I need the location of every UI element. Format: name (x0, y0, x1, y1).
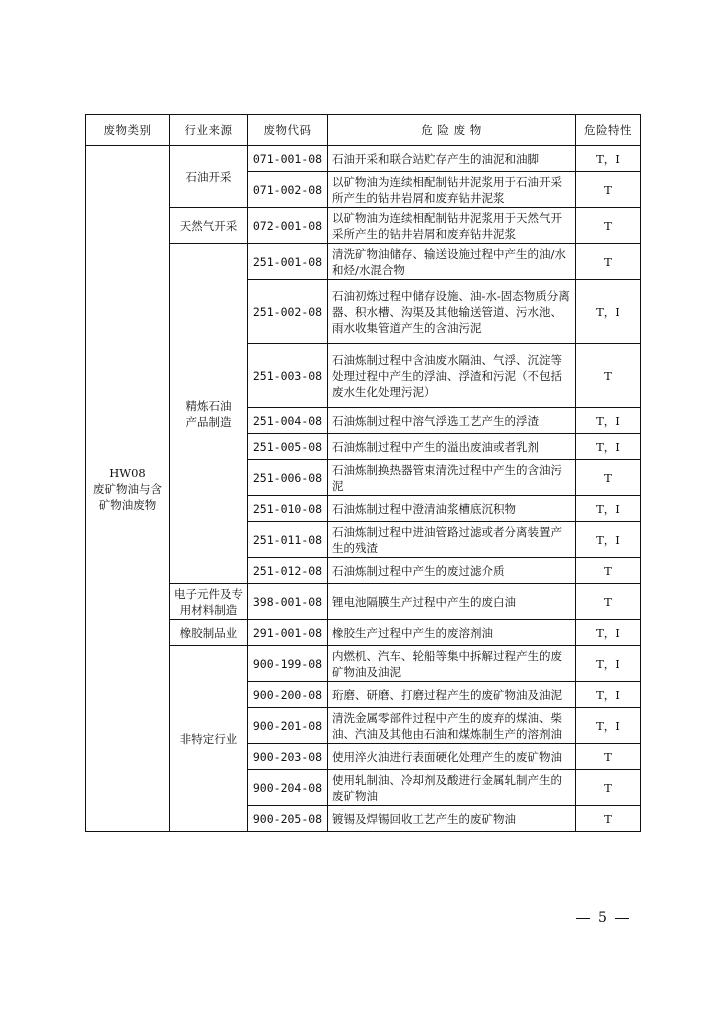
waste-description-cell: 清洗金属零部件过程中产生的废弃的煤油、柴油、汽油及其他由石油和煤炼制生产的溶剂油 (328, 708, 576, 744)
table-row (86, 208, 641, 244)
industry-source-cell: 橡胶制品业 (170, 620, 248, 646)
industry-source-cell: 非特定行业 (170, 646, 248, 832)
waste-description-cell: 镀锡及焊锡回收工艺产生的废矿物油 (328, 806, 576, 832)
hazard-property-cell: T (576, 806, 641, 832)
waste-description-cell: 石油炼制过程中产生的溢出废油或者乳剂 (328, 434, 576, 460)
hazard-property-cell: T，I (576, 682, 641, 708)
hazard-property-cell: T (576, 172, 641, 208)
waste-code-cell: 398-001-08 (248, 584, 328, 620)
waste-code-cell: 251-011-08 (248, 522, 328, 558)
waste-description-cell: 石油开采和联合站贮存产生的油泥和油脚 (328, 146, 576, 172)
waste-code-cell: 251-010-08 (248, 496, 328, 522)
waste-code-cell: 291-001-08 (248, 620, 328, 646)
page-number-dash-left (576, 918, 590, 919)
hazard-property-cell: T，I (576, 408, 641, 434)
waste-code-cell: 072-001-08 (248, 208, 328, 244)
page-number: 5 (598, 910, 607, 926)
table-row (86, 620, 641, 646)
hazard-property-cell: T (576, 770, 641, 806)
header-source: 行业来源 (170, 115, 248, 146)
table-row (86, 646, 641, 682)
hazard-property-cell: T，I (576, 496, 641, 522)
waste-description-cell: 石油炼制过程中产生的废过滤介质 (328, 558, 576, 584)
header-waste: 危 险 废 物 (328, 115, 576, 146)
waste-description-cell: 石油炼制换热器管束清洗过程中产生的含油污泥 (328, 460, 576, 496)
waste-code-cell: 900-204-08 (248, 770, 328, 806)
hazard-property-cell: T，I (576, 280, 641, 344)
hazard-property-cell: T (576, 558, 641, 584)
waste-code-cell: 251-003-08 (248, 344, 328, 408)
waste-code-cell: 900-199-08 (248, 646, 328, 682)
waste-category-cell: HW08 废矿物油与含 矿物油废物 (86, 146, 170, 832)
waste-description-cell: 锂电池隔膜生产过程中产生的废白油 (328, 584, 576, 620)
waste-description-cell: 使用轧制油、冷却剂及酸进行金属轧制产生的废矿物油 (328, 770, 576, 806)
table-header-row (86, 115, 641, 146)
industry-source-cell: 石油开采 (170, 146, 248, 208)
waste-code-cell: 251-004-08 (248, 408, 328, 434)
hazard-property-cell: T，I (576, 646, 641, 682)
hazard-property-cell: T (576, 244, 641, 280)
table-row (86, 146, 641, 172)
hazard-property-cell: T (576, 584, 641, 620)
page-number-dash-right (615, 918, 629, 919)
waste-description-cell: 使用淬火油进行表面硬化处理产生的废矿物油 (328, 744, 576, 770)
waste-description-cell: 石油炼制过程中进油管路过滤或者分离装置产生的残渣 (328, 522, 576, 558)
header-category: 废物类别 (86, 115, 170, 146)
waste-code-cell: 251-006-08 (248, 460, 328, 496)
page-number-footer (568, 910, 637, 926)
hazard-property-cell: T，I (576, 708, 641, 744)
hazard-property-cell: T (576, 208, 641, 244)
waste-code-cell: 900-201-08 (248, 708, 328, 744)
hazard-property-cell: T (576, 344, 641, 408)
waste-description-cell: 石油初炼过程中储存设施、油-水-固态物质分离器、积水槽、沟渠及其他输送管道、污水池、雨水收集管道产生的含油污泥 (328, 280, 576, 344)
waste-description-cell: 以矿物油为连续相配制钻井泥浆用于石油开采所产生的钻井岩屑和废弃钻井泥浆 (328, 172, 576, 208)
waste-code-cell: 900-203-08 (248, 744, 328, 770)
waste-code-cell: 251-005-08 (248, 434, 328, 460)
industry-source-cell: 天然气开采 (170, 208, 248, 244)
waste-description-cell: 以矿物油为连续相配制钻井泥浆用于天然气开采所产生的钻井岩屑和废弃钻井泥浆 (328, 208, 576, 244)
waste-code-cell: 251-001-08 (248, 244, 328, 280)
waste-description-cell: 珩磨、研磨、打磨过程产生的废矿物油及油泥 (328, 682, 576, 708)
waste-description-cell: 橡胶生产过程中产生的废溶剂油 (328, 620, 576, 646)
waste-code-cell: 251-012-08 (248, 558, 328, 584)
waste-description-cell: 石油炼制过程中澄清油浆槽底沉积物 (328, 496, 576, 522)
waste-description-cell: 石油炼制过程中含油废水隔油、气浮、沉淀等处理过程中产生的浮油、浮渣和污泥（不包括废水生化处理污泥） (328, 344, 576, 408)
hazard-property-cell: T (576, 744, 641, 770)
waste-description-cell: 内燃机、汽车、轮船等集中拆解过程产生的废矿物油及油泥 (328, 646, 576, 682)
waste-code-cell: 071-001-08 (248, 146, 328, 172)
waste-code-cell: 900-200-08 (248, 682, 328, 708)
hazard-property-cell: T，I (576, 434, 641, 460)
table-row (86, 244, 641, 280)
industry-source-cell: 电子元件及专 用材料制造 (170, 584, 248, 620)
header-code: 废物代码 (248, 115, 328, 146)
waste-code-cell: 900-205-08 (248, 806, 328, 832)
waste-code-cell: 071-002-08 (248, 172, 328, 208)
hazard-property-cell: T，I (576, 620, 641, 646)
waste-code-cell: 251-002-08 (248, 280, 328, 344)
hazard-property-cell: T (576, 460, 641, 496)
hazard-property-cell: T，I (576, 522, 641, 558)
table-row (86, 584, 641, 620)
table-body (86, 146, 641, 832)
header-hazard: 危险特性 (576, 115, 641, 146)
hazardous-waste-table (85, 114, 641, 832)
hazard-property-cell: T，I (576, 146, 641, 172)
waste-description-cell: 石油炼制过程中溶气浮选工艺产生的浮渣 (328, 408, 576, 434)
waste-description-cell: 清洗矿物油储存、输送设施过程中产生的油/水和烃/水混合物 (328, 244, 576, 280)
industry-source-cell: 精炼石油 产品制造 (170, 244, 248, 584)
